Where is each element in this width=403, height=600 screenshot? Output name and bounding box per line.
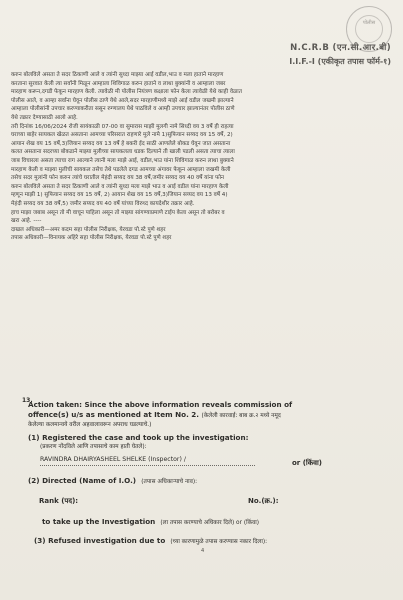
item-2-label: (2) Directed (Name of I.O.) xyxy=(28,476,137,485)
action-taken-offence-text: offence(s) u/s as mentioned at Item No. 2. xyxy=(28,410,200,419)
action-taken-section xyxy=(22,397,398,547)
item-3-label: (3) Refused investigation due to xyxy=(34,536,166,545)
item-3-marathi: (च्या कारणामुळे तपास करण्यास नकार दिला): xyxy=(170,539,268,545)
statement-paragraph xyxy=(11,71,396,243)
iif-header: I.I.F.-I (एकीकृत तपास फॉर्म-१) xyxy=(289,57,391,66)
statement-line: हाच माझा जबाब असून तो मी वाचून पाहिला असून तो माझ्या सांगण्याप्रमाणे टाईप केला असून तो बरोबर व xyxy=(11,209,225,216)
statement-line: म्हणून माझी 1) सुफियान सय्यद वय 15 वर्षे, 2) आयान शेख वय 15 वर्षे,3)जियान सय्यद वय 13 वर्षे 4) xyxy=(11,192,228,199)
item-2 xyxy=(28,468,398,487)
statement-line: तरी दिनांक 16/06/2024 रोजी सायंकाळी 07-00 वा सुमारास माझी मुलगी नामे सिध्दी वय 3 वर्षे ही राहत्या xyxy=(11,123,234,130)
section-number: 13. xyxy=(22,397,33,404)
statement-line: करताना सुरवात केली त्या सर्वांनी मिळून आम्हाला शिविगाळ करुन हाताने व लाथा बुक्यांनी व आम्हाला जबर xyxy=(11,80,226,87)
statement-line: मारहाण केली व माझ्या मुलीची सायकल तसेच तेथे पडलेले दगड आमच्या अंगावर फेकून आम्हाला जखमी केली xyxy=(11,166,231,173)
statement-line: पोलीस आले, व आम्हा सर्वांना घेवून पोलीस ठाणे येथे आले,सदर मारहाणीमध्ये माझे आई वडील जखमी झाल्याने xyxy=(11,97,234,104)
action-taken-marathi-2: केलेल्या कलमान्वये वरील अहवालावरून अपराध घडल्याचे.) xyxy=(28,422,152,428)
statement-line: आयान शेख वय 15 वर्षे,3)जियान सय्यद वय 13 वर्षे हे बकरी ईद साठी आणलेले बोकड घेवून जात असताना xyxy=(11,140,231,147)
ncrb-header: N.C.R.B (एन.सी.आर.बी) xyxy=(290,43,391,53)
statement-line: करुन बोलविले असता ते सदर ठिकाणी आले व त्यांनी सुध्दा मला माझे भाउ व आई वडील यांना मारहाण केली xyxy=(11,183,229,190)
statement-line: मारहाण करून,दगडी फेकून मारहाण केली. त्यावेळी मी पोलीस नियंत्रण कक्षाला फोन केला त्यावेळी येथे काही वेळात xyxy=(11,89,242,96)
statement-line: तसेच सदर मुलांनी फोन करुन त्यांचे घरातील मेहंदी सय्यद वय 38 वर्षे,जमीर सय्यद वय 40 वर्षे यांना फोन xyxy=(11,175,225,182)
statement-line: तपास अधिकारी—विनायक अहिरे सहा पोलीस निरीक्षक, येरवडा पो.स्टे पुणे शहर xyxy=(11,235,172,242)
statement-line: करुन बोलविले असता ते सदर ठिकाणी आले व त्यांनी सुध्दा माझ्या आई वडील,भाउ व मला हाताने मारहाण xyxy=(11,72,224,78)
number-label: No.(क्र.): xyxy=(248,497,279,505)
statement-line: कलत असताना सदरच्या बोकडाने माझ्या मुलीच्या सायकलला धडक दिल्याने ती खाली पडली असता त्याचा त्याला xyxy=(11,149,235,156)
or-label: or (किंवा) xyxy=(292,459,322,467)
rank-row xyxy=(28,495,398,511)
action-taken-marathi: (केलेली कारवाई: बाब क्र.२ मध्ये नमूद xyxy=(201,413,281,419)
statement-line: जाब विचारला असता त्याचा राग आल्याने त्यानी मला माझे आई, वडील,भाउ यांना शिविगाळ करुन लाथा बुक्याने xyxy=(11,157,234,164)
take-up-label: to take up the Investigation xyxy=(42,517,156,526)
action-taken-heading-2 xyxy=(28,410,398,421)
statement-line: खरा आहे. ---- xyxy=(11,218,42,225)
statement-line: आम्हाला पोलीसांनी उपचार करण्याकरीता ससून रुग्णालय येथे पाठविले व आम्ही उपचार झाल्यानंतर पोलीस ठाणे xyxy=(11,106,235,113)
page-number: 4 xyxy=(201,548,205,554)
item-3 xyxy=(28,528,398,547)
rank-label: Rank (पद): xyxy=(39,497,79,505)
officer-name-underline xyxy=(40,465,255,466)
item-2-marathi: (तपास अधिकाऱ्याचे नाव): xyxy=(141,479,198,485)
take-up-line xyxy=(28,509,398,528)
take-up-marathi: (ला तपास करण्याचे अधिकार दिले) or (किंवा) xyxy=(160,520,260,526)
statement-line: येथे तक्रार देण्यासाठी आलो आहे. xyxy=(11,114,78,121)
item-1 xyxy=(28,433,398,452)
officer-name-value: RAVINDRA DHAIRYASHEEL SHELKE (Inspector) / xyxy=(40,456,186,463)
officer-row xyxy=(28,456,398,470)
action-taken-heading: Action taken: Since the above information reveals commission of xyxy=(28,400,293,409)
statement-line: दाखल अधिकारी—अमर कदम सहा पोलीस निरीक्षक, येरवडा पो.स्टे पुणे शहर xyxy=(11,226,166,233)
statement-line: घराच्या बाहेर सायकल खेळत असताना आमच्या परिसरात राहणारे मुले नामे 1)सुफियान सय्यद वय 15 वर्षे, 2) xyxy=(11,132,233,139)
item-1-marathi: (प्रकरण नोंदविले आणि तपासाचे काम हाती घेतले): xyxy=(40,444,147,450)
statement-line: मेहंदी सय्यद वय 38 वर्षे,5) जमीर सय्यद वय 40 वर्षे यांच्या विरुध्द कायदेशीर तक्रार आहे. xyxy=(11,200,195,207)
seal-text: पोलीस xyxy=(362,20,376,26)
item-1-label: (1) Registered the case and took up the investigation: xyxy=(28,433,249,442)
